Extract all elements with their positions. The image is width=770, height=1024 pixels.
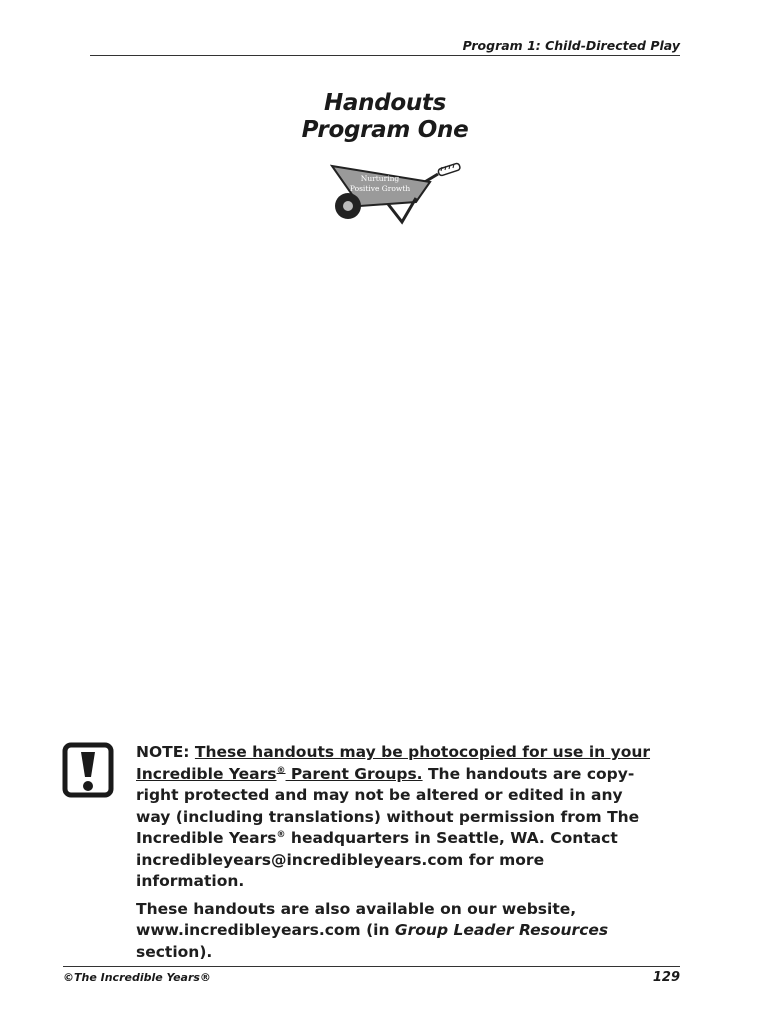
note-text bbox=[136, 742, 656, 963]
wheelbarrow-icon bbox=[330, 158, 464, 228]
note-rest-1: The handouts are copy-right protected and may not be altered or edited in any way (including translations) without permission from The Incredible Years bbox=[136, 764, 640, 847]
website-italic: Group Leader Resources bbox=[394, 921, 609, 939]
note-label: NOTE: bbox=[136, 743, 190, 761]
page-number: 129 bbox=[652, 970, 680, 985]
note-underlined-2a: Incredible Years bbox=[136, 764, 277, 783]
title-line-2: Program One bbox=[301, 117, 469, 143]
website-text-2: section). bbox=[136, 942, 213, 961]
registered-mark-2: ® bbox=[276, 829, 286, 840]
website-text-1: These handouts are also available on our website, www.incredibleyears.com (in bbox=[136, 899, 577, 939]
page-title bbox=[0, 90, 770, 144]
running-header: Program 1: Child-Directed Play bbox=[90, 38, 680, 56]
page-footer bbox=[63, 966, 680, 985]
title-line-1: Handouts bbox=[323, 90, 447, 116]
logo-text-1: Nurturing bbox=[360, 174, 400, 183]
footer-copyright: ©The Incredible Years® bbox=[63, 971, 211, 984]
note-underlined-1: These handouts may be photocopied for use in your bbox=[194, 743, 651, 761]
exclamation-icon bbox=[62, 742, 114, 798]
logo-text-2: Positive Growth bbox=[349, 184, 411, 193]
note-underlined-2b: Parent Groups. bbox=[285, 764, 423, 783]
registered-mark: ® bbox=[276, 765, 286, 776]
note-rest-2: headquarters in Seattle, WA. Contact incredibleyears@incredibleyears.com for more information. bbox=[136, 829, 618, 890]
